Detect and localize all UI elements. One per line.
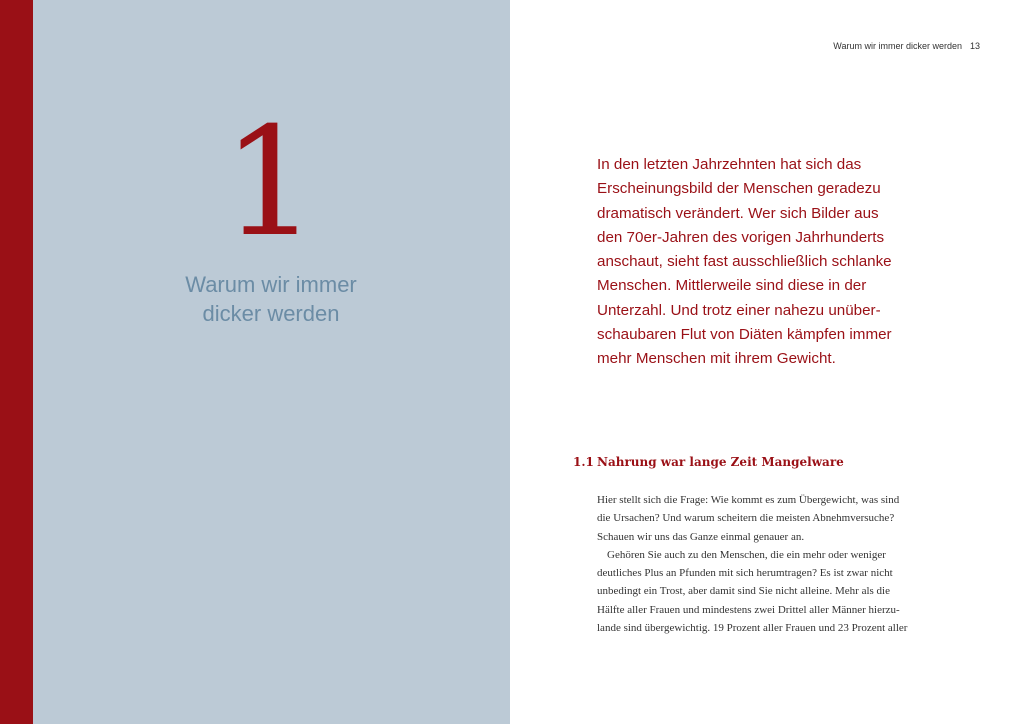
chapter-title: [140, 270, 402, 328]
running-head-title: Warum wir immer dicker werden: [833, 41, 962, 51]
intro-line: den 70er-Jahren des vorigen Jahrhunderts: [597, 228, 885, 246]
body-text: [597, 491, 935, 637]
chapter-title-line: dicker werden: [202, 301, 340, 326]
section-heading: [573, 455, 844, 469]
body-line: Hier stellt sich die Frage: Wie kommt es zum Übergewicht, was sind: [597, 494, 900, 506]
page-number: 13: [969, 41, 980, 51]
intro-line: Erscheinungsbild der Menschen geradezu: [597, 180, 881, 198]
body-line: Gehören Sie auch zu den Menschen, die ein mehr oder weniger: [607, 548, 886, 561]
intro-line: schaubaren Flut von Diäten kämpfen immer: [597, 326, 892, 344]
intro-line: Menschen. Mittlerweile sind diese in der: [597, 277, 867, 295]
intro-line: dramatisch verändert. Wer sich Bilder aus: [597, 204, 879, 222]
body-line: Hälfte aller Frauen und mindestens zwei Drittel aller Männer hierzu-: [597, 603, 900, 616]
red-margin-stripe: [0, 0, 33, 724]
chapter-number: 1: [222, 96, 318, 270]
body-line: Schauen wir uns das Ganze einmal genauer an.: [597, 530, 805, 543]
chapter-title-line: Warum wir immer: [185, 272, 357, 297]
body-line: unbedingt ein Trost, aber damit sind Sie nicht alleine. Mehr als die: [597, 585, 890, 598]
section-title: Nahrung war lange Zeit Mangelware: [597, 455, 844, 469]
intro-line: anschaut, sieht fast ausschließlich schlanke: [597, 253, 892, 271]
intro-line: Unterzahl. Und trotz einer nahezu unüber-: [597, 301, 881, 319]
section-number: 1.1: [573, 455, 594, 469]
body-line: die Ursachen? Und warum scheitern die meisten Abnehmversuche?: [597, 512, 895, 525]
body-line: lande sind übergewichtig. 19 Prozent aller Frauen und 23 Prozent aller: [597, 622, 908, 635]
intro-line: mehr Menschen mit ihrem Gewicht.: [597, 350, 836, 368]
intro-paragraph: [597, 153, 957, 372]
intro-line: In den letzten Jahrzehnten hat sich das: [597, 156, 862, 173]
body-line: deutliches Plus an Pfunden mit sich herumtragen? Es ist zwar nicht: [597, 567, 893, 580]
running-head: [833, 41, 980, 51]
